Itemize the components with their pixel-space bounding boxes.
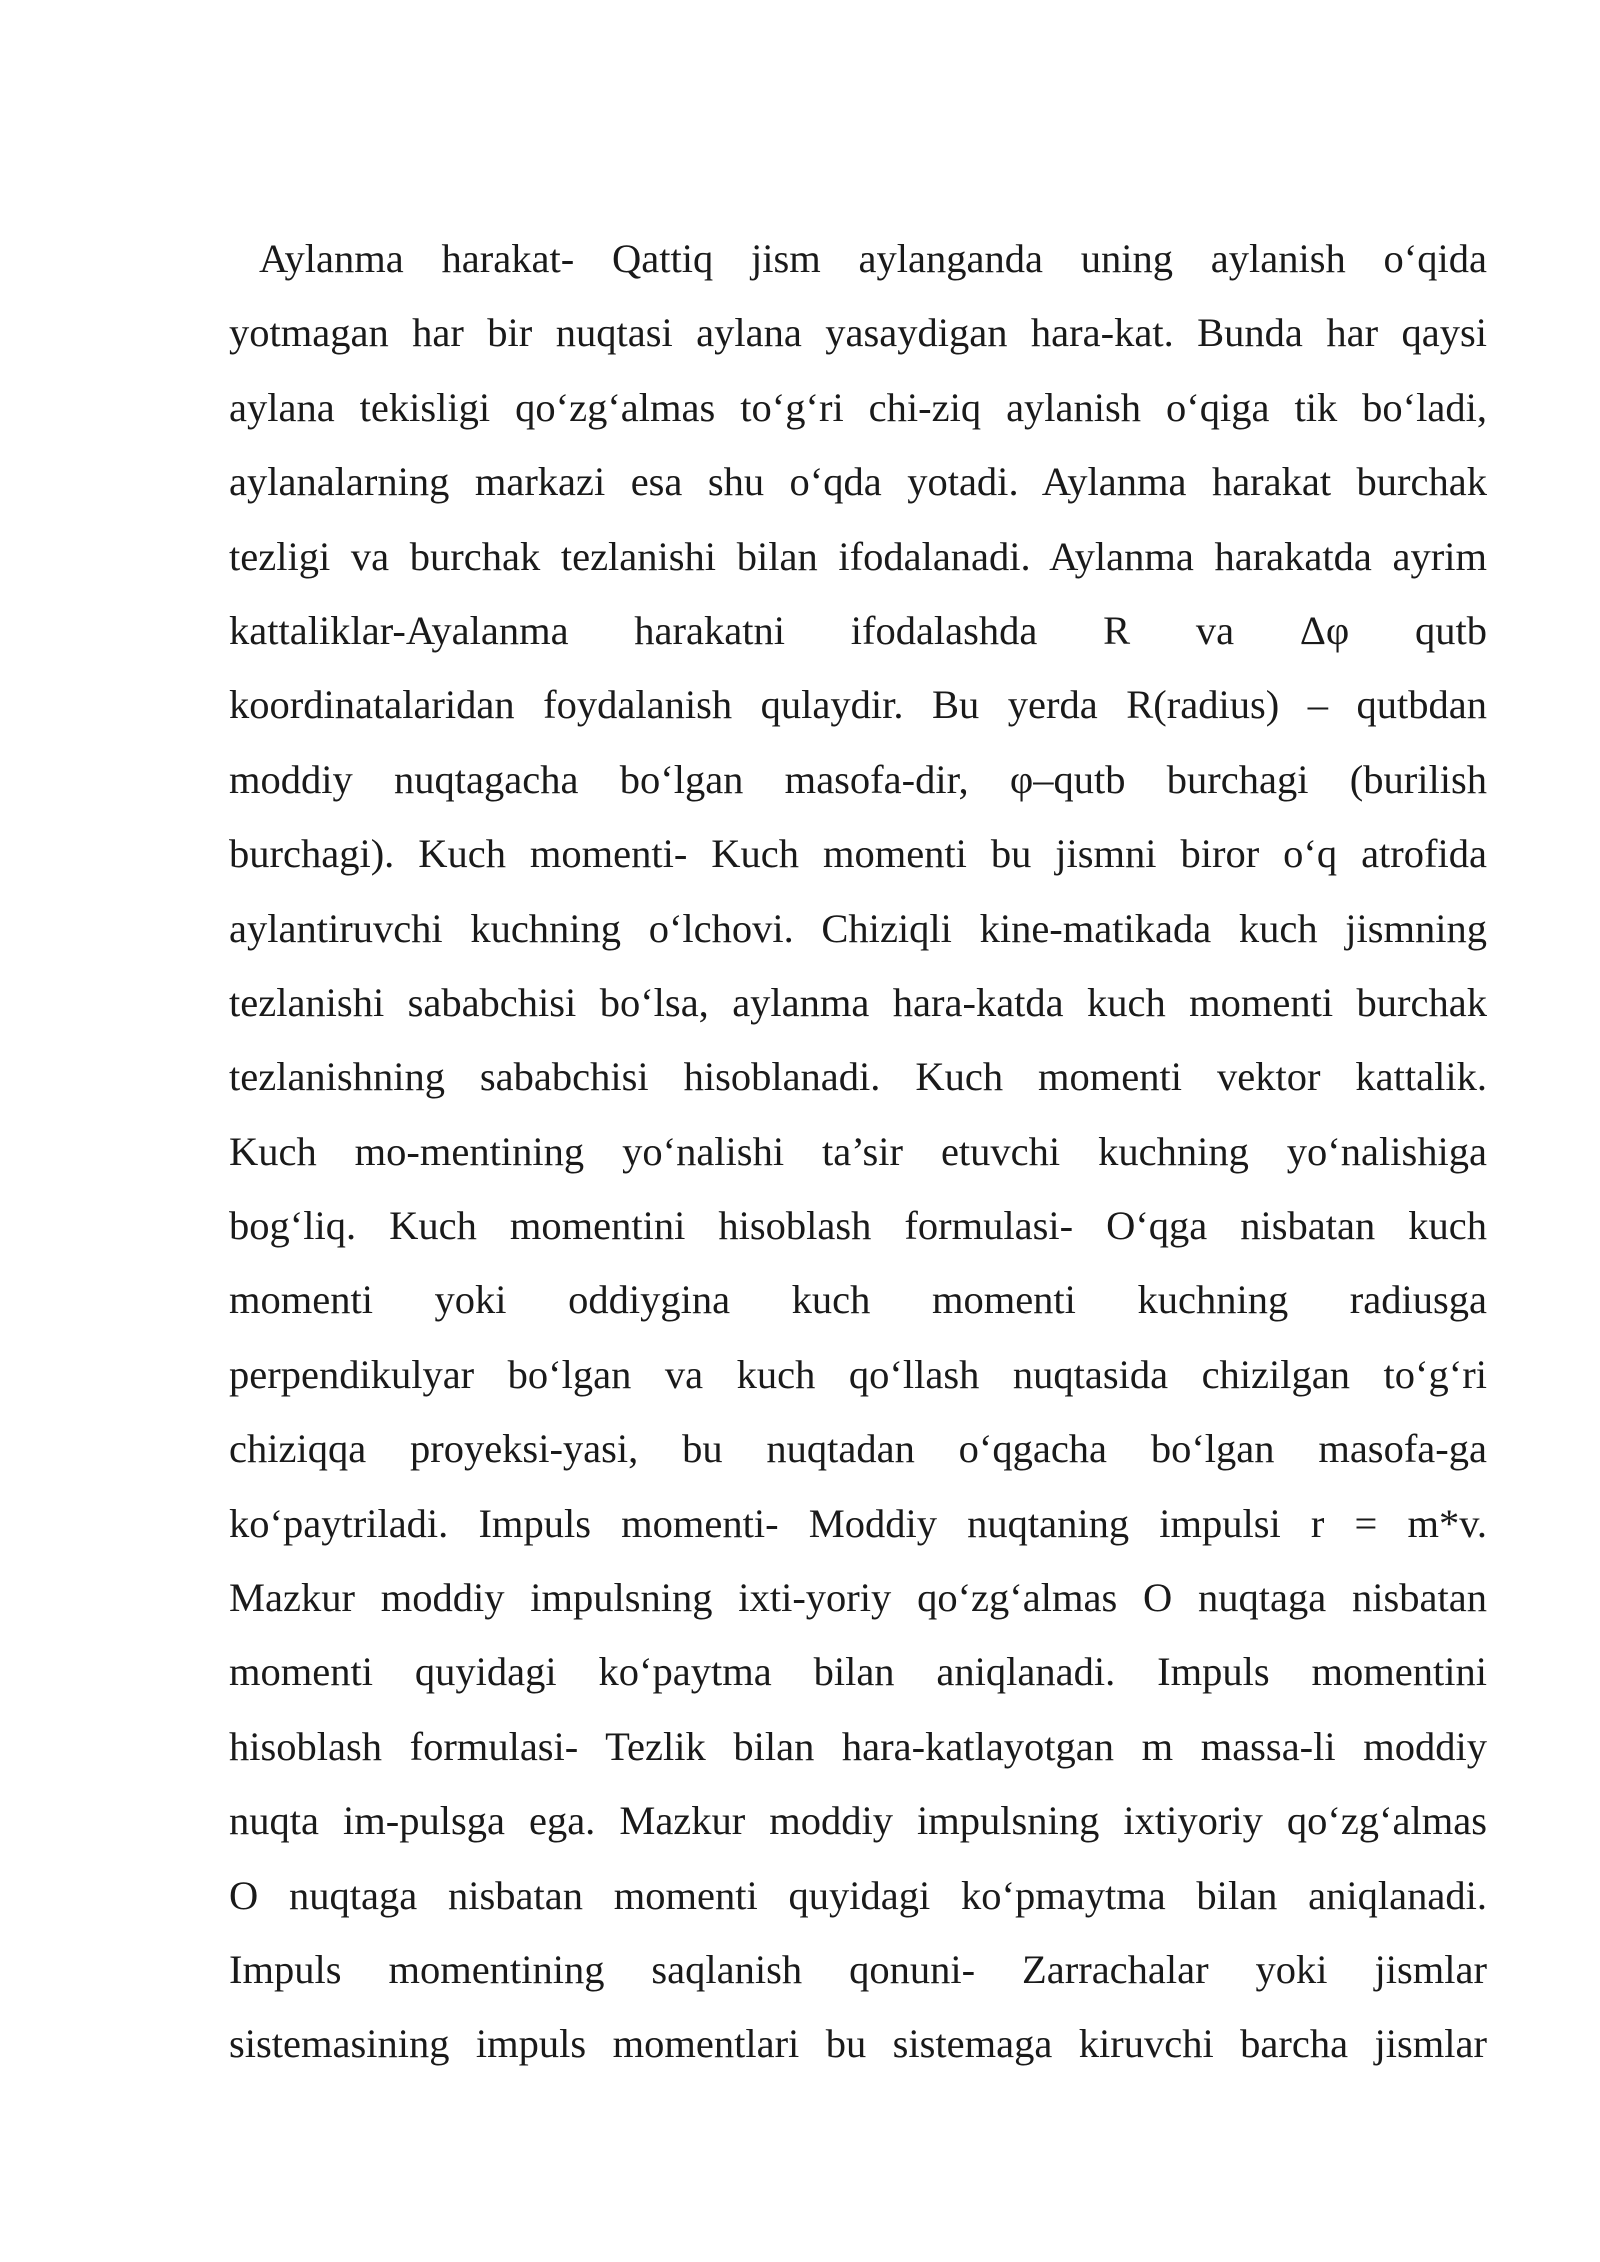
text-line-16: perpendikulyar bo‘lgan va kuch qo‘llash nuqtasida chizilgan to‘g‘ri [229, 1351, 1487, 1397]
text-line-18: ko‘paytriladi. Impuls momenti- Moddiy nuqtaning impulsi r = m*v. [229, 1500, 1487, 1546]
text-line-7: koordinatalaridan foydalanish qulaydir. Bu yerda R(radius) – qutbdan [229, 682, 1487, 728]
text-line-1: Aylanma harakat- Qattiq jism aylanganda uning aylanish o‘qida [259, 236, 1487, 281]
text-line-5: tezligi va burchak tezlanishi bilan ifodalanadi. Aylanma harakatda ayrim [229, 533, 1487, 579]
text-line-17: chiziqqa proyeksi-yasi, bu nuqtadan o‘qgacha bo‘lgan masofa-ga [229, 1426, 1487, 1472]
text-line-8: moddiy nuqtagacha bo‘lgan masofa-dir, φ–qutb burchagi (burilish [229, 756, 1487, 802]
text-line-13: Kuch mo-mentining yo‘nalishi ta’sir etuvchi kuchning yo‘nalishiga [229, 1128, 1487, 1174]
text-line-15: momenti yoki oddiygina kuch momenti kuchning radiusga [229, 1277, 1487, 1323]
text-line-6: kattaliklar-Ayalanma harakatni ifodalashda R va Δφ qutb [229, 607, 1487, 653]
text-line-4: aylanalarning markazi esa shu o‘qda yotadi. Aylanma harakat burchak [229, 459, 1487, 505]
text-line-9: burchagi). Kuch momenti- Kuch momenti bu jismni biror o‘q atrofida [229, 831, 1487, 877]
text-line-21: hisoblash formulasi- Tezlik bilan hara-katlayotgan m massa-li moddiy [229, 1723, 1487, 1769]
text-line-11: tezlanishi sababchisi bo‘lsa, aylanma hara-katda kuch momenti burchak [229, 979, 1487, 1025]
text-line-19: Mazkur moddiy impulsning ixti-yoriy qo‘zg‘almas O nuqtaga nisbatan [229, 1575, 1487, 1621]
text-line-2: yotmagan har bir nuqtasi aylana yasaydigan hara-kat. Bunda har qaysi [229, 310, 1487, 356]
text-line-23: O nuqtaga nisbatan momenti quyidagi ko‘pmaytma bilan aniqlanadi. [229, 1872, 1487, 1918]
body-paragraph [229, 222, 1487, 2082]
text-line-14: bog‘liq. Kuch momentini hisoblash formulasi- O‘qga nisbatan kuch [229, 1203, 1487, 1249]
text-line-20: momenti quyidagi ko‘paytma bilan aniqlanadi. Impuls momentini [229, 1649, 1487, 1695]
text-line-25: sistemasining impuls momentlari bu sistemaga kiruvchi barcha jismlar [229, 2021, 1487, 2067]
text-line-12: tezlanishning sababchisi hisoblanadi. Kuch momenti vektor kattalik. [229, 1054, 1487, 1100]
text-line-24: Impuls momentining saqlanish qonuni- Zarrachalar yoki jismlar [229, 1946, 1487, 1992]
text-line-22: nuqta im-pulsga ega. Mazkur moddiy impulsning ixtiyoriy qo‘zg‘almas [229, 1798, 1487, 1844]
text-line-10: aylantiruvchi kuchning o‘lchovi. Chiziqli kine-matikada kuch jismning [229, 905, 1487, 951]
text-line-3: aylana tekisligi qo‘zg‘almas to‘g‘ri chi-ziq aylanish o‘qiga tik bo‘ladi, [229, 384, 1487, 430]
